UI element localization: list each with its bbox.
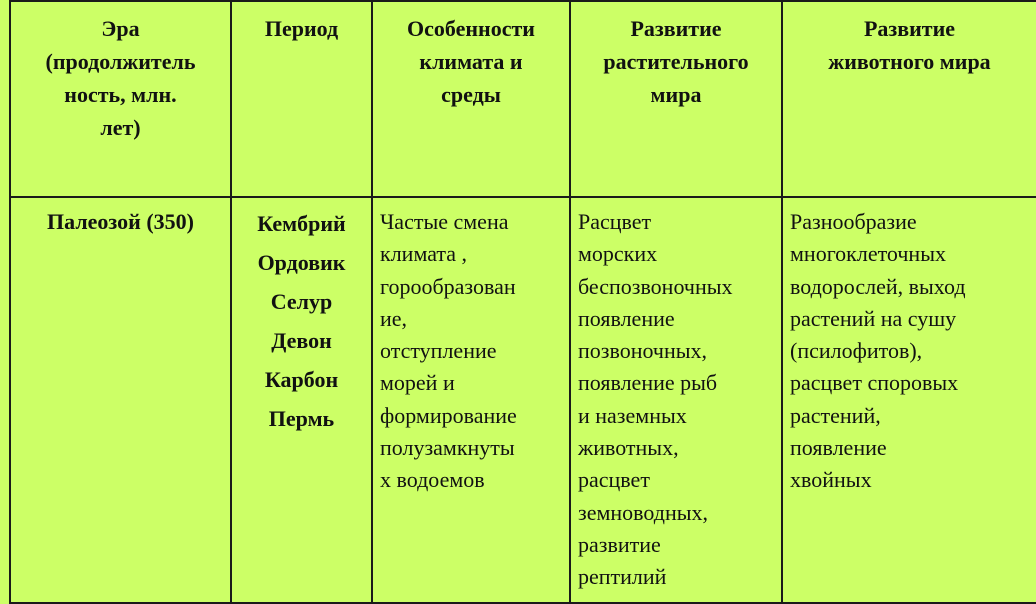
era-cell: Палеозой (350): [10, 197, 231, 603]
period-item: Ордовик: [257, 250, 346, 275]
table-row: [10, 197, 1036, 603]
period-item: Пермь: [268, 406, 335, 431]
period-item: Кембрий: [257, 211, 346, 236]
climate-cell: Частые смена климата , горообразован ие, отступление морей и формирование полузамкнуты х водоемов: [372, 197, 570, 603]
header-animals: Развитие животного мира: [782, 1, 1036, 197]
header-climate: Особенности климата и среды: [372, 1, 570, 197]
periods-cell: [231, 197, 372, 603]
plants-cell: Расцвет морских беспозвоночных появление позвоночных, появление рыб и наземных животных, расцвет земноводных, развитие рептилий: [570, 197, 782, 603]
geologic-era-table: [9, 0, 1036, 604]
header-row: [10, 1, 1036, 197]
header-plants: Развитие растительного мира: [570, 1, 782, 197]
header-era: Эра (продолжитель ность, млн. лет): [10, 1, 231, 197]
period-item: Селур: [270, 289, 333, 314]
period-item: Карбон: [264, 367, 339, 392]
animals-cell: Разнообразие многоклеточных водорослей, выход растений на сушу (псилофитов), расцвет споровых растений, появление хвойных: [782, 197, 1036, 603]
period-item: Девон: [271, 328, 332, 353]
header-period: Период: [231, 1, 372, 197]
